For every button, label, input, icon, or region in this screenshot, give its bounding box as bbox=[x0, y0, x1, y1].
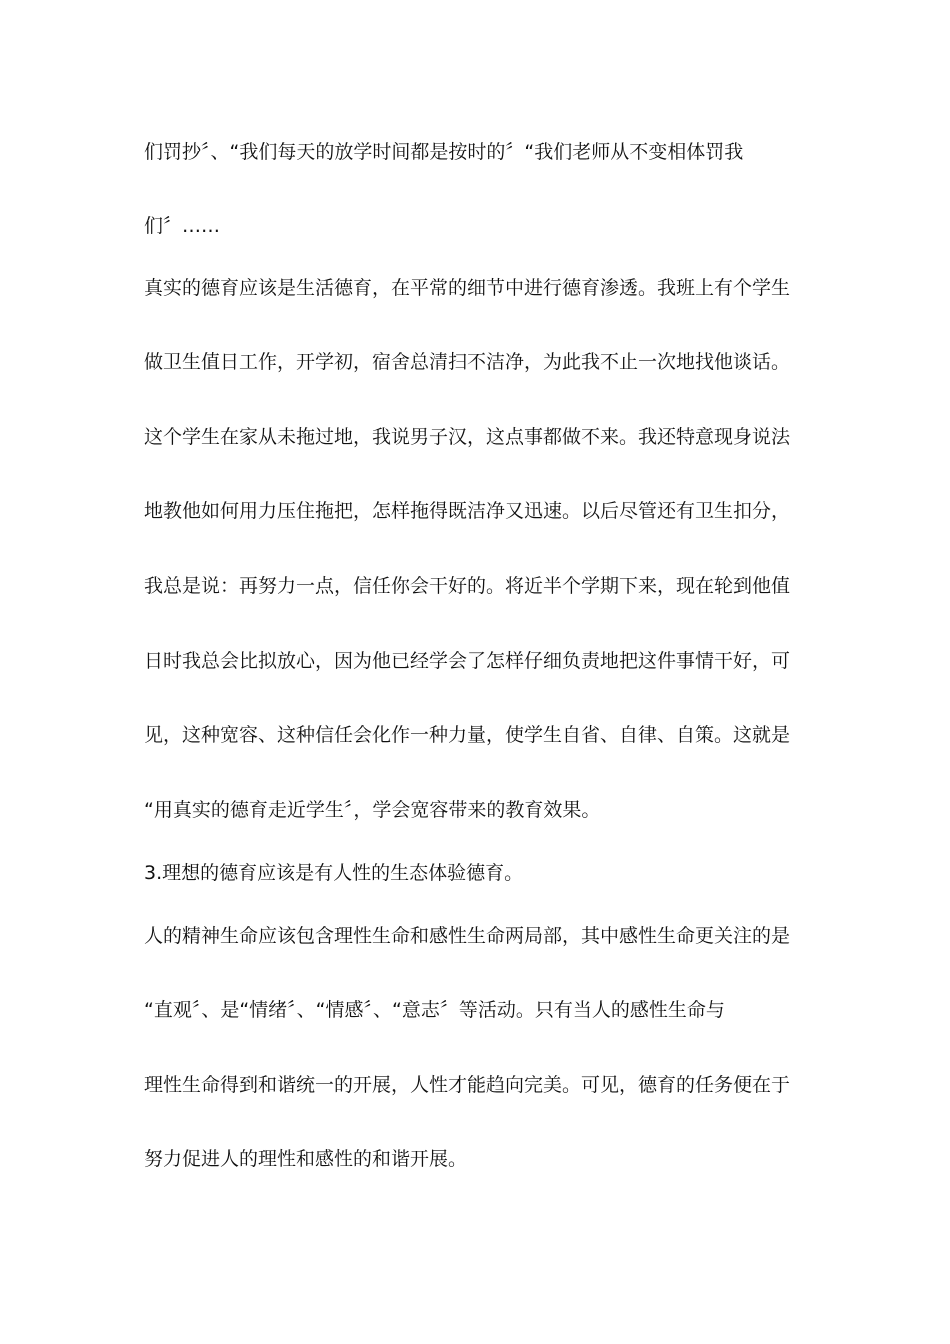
text-line-1: 们罚抄〞、“我们每天的放学时间都是按时的〞“我们老师从不变相体罚我 bbox=[144, 141, 744, 163]
text-line-10: “用真实的德育走近学生〞，学会宽容带来的教育效果。 bbox=[144, 799, 601, 821]
text-line-14: 理性生命得到和谐统一的开展，人性才能趋向完美。可见，德育的任务便在于 bbox=[144, 1074, 791, 1096]
text-line-6: 地教他如何用力压住拖把，怎样拖得既洁净又迅速。以后尽管还有卫生扣分， bbox=[144, 500, 791, 522]
text-line-7: 我总是说：再努力一点，信任你会干好的。将近半个学期下来，现在轮到他值 bbox=[144, 575, 791, 597]
text-line-15: 努力促进人的理性和感性的和谐开展。 bbox=[144, 1148, 468, 1170]
text-line-13: “直观〞、是“情绪〞、“情感〞、“意志〞等活动。只有当人的感性生命与 bbox=[144, 999, 725, 1021]
text-line-3: 真实的德育应该是生活德育，在平常的细节中进行德育渗透。我班上有个学生 bbox=[144, 277, 791, 299]
section-heading: 3.理想的德育应该是有人性的生态体验德育。 bbox=[144, 862, 524, 884]
text-line-5: 这个学生在家从未拖过地，我说男子汉，这点事都做不来。我还特意现身说法 bbox=[144, 426, 791, 448]
text-line-2: 们〞…… bbox=[144, 215, 221, 237]
text-line-9: 见，这种宽容、这种信任会化作一种力量，使学生自省、自律、自策。这就是 bbox=[144, 724, 791, 746]
text-line-8: 日时我总会比拟放心，因为他已经学会了怎样仔细负责地把这件事情干好，可 bbox=[144, 650, 791, 672]
text-line-4: 做卫生值日工作，开学初，宿舍总清扫不洁净，为此我不止一次地找他谈话。 bbox=[144, 351, 791, 373]
text-line-12: 人的精神生命应该包含理性生命和感性生命两局部，其中感性生命更关注的是 bbox=[144, 925, 791, 947]
